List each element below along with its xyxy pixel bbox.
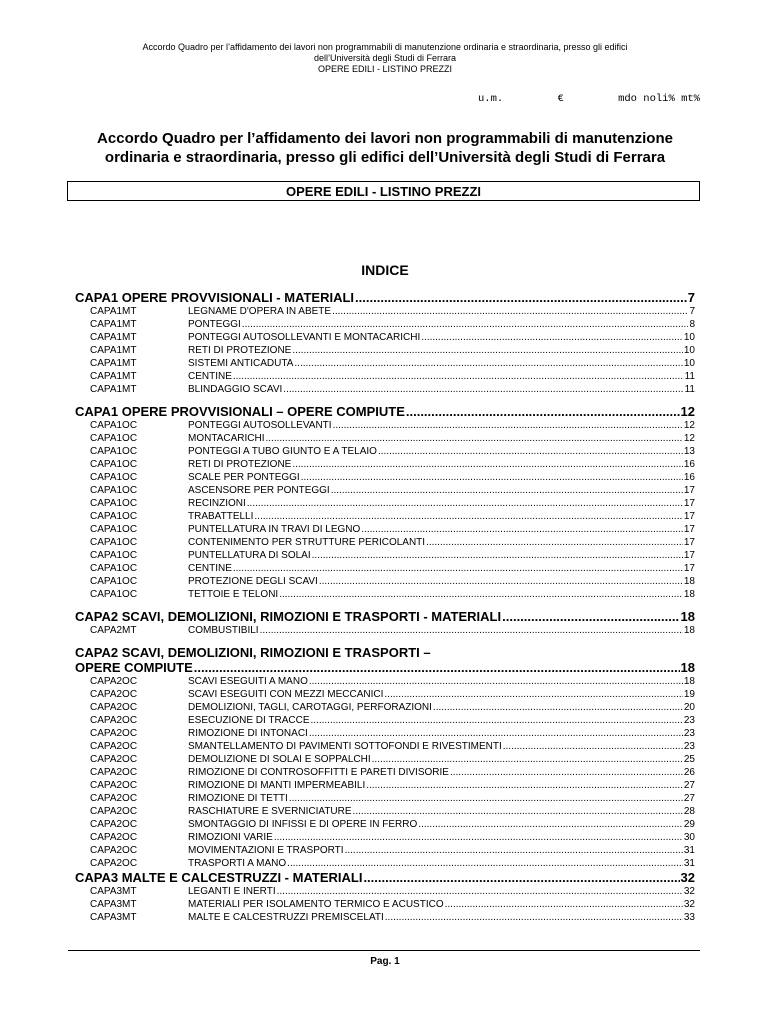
dot-leader bbox=[366, 779, 683, 792]
section-page: 12 bbox=[680, 404, 695, 419]
entry-page: 17 bbox=[683, 537, 695, 548]
running-header-line-1: Accordo Quadro per l’affidamento dei lavori non programmabili di manutenzione ordinaria e straordinaria, presso gli edifici bbox=[142, 42, 628, 52]
toc-entry[interactable] bbox=[75, 779, 695, 792]
running-header-line-2: dell’Università degli Studi di Ferrara bbox=[313, 53, 457, 63]
entry-title: DEMOLIZIONI, TAGLI, CAROTAGGI, PERFORAZIONI bbox=[188, 702, 432, 713]
entry-page: 7 bbox=[689, 306, 695, 317]
entry-page: 18 bbox=[683, 576, 695, 587]
entry-code: CAPA1OC bbox=[90, 576, 138, 587]
dot-leader bbox=[292, 344, 683, 357]
entry-page: 23 bbox=[683, 715, 695, 726]
entry-code: CAPA2OC bbox=[90, 689, 138, 700]
table-of-contents bbox=[75, 290, 695, 924]
section-title: CAPA3 MALTE E CALCESTRUZZI - MATERIALI bbox=[75, 870, 363, 885]
entry-page: 17 bbox=[683, 485, 695, 496]
index-heading: INDICE bbox=[361, 262, 409, 278]
toc-entry[interactable] bbox=[75, 753, 695, 766]
entry-code: CAPA1OC bbox=[90, 472, 138, 483]
entry-title: RIMOZIONE DI CONTROSOFFITTI E PARETI DIVISORIE bbox=[188, 767, 449, 778]
dot-leader bbox=[311, 714, 683, 727]
dot-leader bbox=[233, 562, 683, 575]
entry-code: CAPA2OC bbox=[90, 793, 138, 804]
toc-entry[interactable] bbox=[75, 885, 695, 898]
dot-leader bbox=[274, 831, 683, 844]
entry-code: CAPA1OC bbox=[90, 589, 138, 600]
toc-entry[interactable] bbox=[75, 305, 695, 318]
footer-rule bbox=[68, 950, 700, 951]
section-page: 18 bbox=[680, 660, 695, 675]
dot-leader bbox=[333, 419, 683, 432]
toc-entry[interactable] bbox=[75, 318, 695, 331]
entry-page: 17 bbox=[683, 550, 695, 561]
dot-leader bbox=[289, 792, 683, 805]
dot-leader bbox=[426, 536, 683, 549]
entry-code: CAPA1MT bbox=[90, 319, 137, 330]
toc-entry[interactable] bbox=[75, 766, 695, 779]
entry-code: CAPA2OC bbox=[90, 702, 138, 713]
entry-title: COMBUSTIBILI bbox=[188, 625, 259, 636]
dot-leader bbox=[242, 318, 689, 331]
entry-title: PROTEZIONE DEGLI SCAVI bbox=[188, 576, 318, 587]
toc-entry[interactable] bbox=[75, 844, 695, 857]
entry-page: 16 bbox=[683, 459, 695, 470]
entry-code: CAPA2MT bbox=[90, 625, 137, 636]
dot-leader bbox=[363, 870, 679, 885]
dot-leader bbox=[345, 844, 683, 857]
entry-code: CAPA1OC bbox=[90, 433, 138, 444]
dot-leader bbox=[292, 458, 683, 471]
entry-page: 10 bbox=[683, 358, 695, 369]
entry-code: CAPA1MT bbox=[90, 345, 137, 356]
entry-title: SMANTELLAMENTO DI PAVIMENTI SOTTOFONDI E RIVESTIMENTI bbox=[188, 741, 502, 752]
toc-entry[interactable] bbox=[75, 714, 695, 727]
entry-title: PONTEGGI A TUBO GIUNTO E A TELAIO bbox=[188, 446, 377, 457]
entry-title: RIMOZIONI VARIE bbox=[188, 832, 273, 843]
entry-title: TRABATTELLI bbox=[188, 511, 254, 522]
section-title: CAPA2 SCAVI, DEMOLIZIONI, RIMOZIONI E TRASPORTI - MATERIALI bbox=[75, 609, 502, 624]
entry-code: CAPA2OC bbox=[90, 806, 138, 817]
entry-page: 28 bbox=[683, 806, 695, 817]
units-header bbox=[478, 93, 700, 105]
dot-leader bbox=[294, 357, 682, 370]
entry-page: 17 bbox=[683, 498, 695, 509]
entry-code: CAPA2OC bbox=[90, 858, 138, 869]
entry-code: CAPA1OC bbox=[90, 524, 138, 535]
entry-page: 32 bbox=[683, 899, 695, 910]
entry-title: RECINZIONI bbox=[188, 498, 246, 509]
toc-section-heading[interactable] bbox=[75, 870, 695, 885]
entry-page: 33 bbox=[683, 912, 695, 923]
dot-leader bbox=[277, 885, 683, 898]
dot-leader bbox=[331, 484, 683, 497]
entry-title: CONTENIMENTO PER STRUTTURE PERICOLANTI bbox=[188, 537, 426, 548]
entry-code: CAPA1MT bbox=[90, 332, 137, 343]
entry-page: 17 bbox=[683, 563, 695, 574]
toc-entry[interactable] bbox=[75, 831, 695, 844]
entry-code: CAPA1OC bbox=[90, 498, 138, 509]
toc-entry[interactable] bbox=[75, 857, 695, 870]
dot-leader bbox=[332, 305, 688, 318]
entry-page: 23 bbox=[683, 728, 695, 739]
dot-leader bbox=[385, 911, 683, 924]
entry-code: CAPA2OC bbox=[90, 767, 138, 778]
entry-page: 19 bbox=[683, 689, 695, 700]
toc-entry[interactable] bbox=[75, 523, 695, 536]
dot-leader bbox=[353, 805, 683, 818]
entry-page: 13 bbox=[683, 446, 695, 457]
entry-title: RIMOZIONE DI MANTI IMPERMEABILI bbox=[188, 780, 366, 791]
toc-entry[interactable] bbox=[75, 458, 695, 471]
entry-page: 20 bbox=[683, 702, 695, 713]
toc-entry[interactable] bbox=[75, 344, 695, 357]
entry-code: CAPA1OC bbox=[90, 485, 138, 496]
entry-title: RETI DI PROTEZIONE bbox=[188, 345, 292, 356]
entry-code: CAPA1MT bbox=[90, 358, 137, 369]
dot-leader bbox=[233, 370, 684, 383]
toc-entry[interactable] bbox=[75, 510, 695, 523]
entry-page: 8 bbox=[689, 319, 695, 330]
entry-page: 25 bbox=[683, 754, 695, 765]
dot-leader bbox=[254, 510, 682, 523]
dot-leader bbox=[287, 857, 683, 870]
dot-leader bbox=[312, 549, 683, 562]
entry-code: CAPA2OC bbox=[90, 741, 138, 752]
entry-page: 10 bbox=[683, 332, 695, 343]
entry-page: 23 bbox=[683, 741, 695, 752]
entry-page: 31 bbox=[683, 858, 695, 869]
toc-section-heading[interactable] bbox=[75, 609, 695, 624]
document-subtitle: OPERE EDILI - LISTINO PREZZI bbox=[67, 181, 700, 201]
dot-leader bbox=[355, 290, 687, 305]
dot-leader bbox=[247, 497, 683, 510]
entry-title: DEMOLIZIONE DI SOLAI E SOPPALCHI bbox=[188, 754, 371, 765]
entry-page: 18 bbox=[683, 589, 695, 600]
document-title-line-2: ordinaria e straordinaria, presso gli edifici dell’Università degli Studi di Ferrara bbox=[104, 149, 666, 166]
dot-leader bbox=[503, 740, 683, 753]
entry-title: SISTEMI ANTICADUTA bbox=[188, 358, 294, 369]
entry-code: CAPA2OC bbox=[90, 819, 138, 830]
toc-section-heading[interactable] bbox=[75, 645, 695, 675]
entry-page: 17 bbox=[683, 511, 695, 522]
toc-entries bbox=[75, 419, 695, 601]
entry-title: ESECUZIONE DI TRACCE bbox=[188, 715, 310, 726]
toc-section-heading[interactable] bbox=[75, 290, 695, 305]
entry-code: CAPA1OC bbox=[90, 446, 138, 457]
entry-code: CAPA2OC bbox=[90, 845, 138, 856]
entry-title: TRASPORTI A MANO bbox=[188, 858, 287, 869]
toc-entries bbox=[75, 305, 695, 396]
toc-entry[interactable] bbox=[75, 331, 695, 344]
entry-code: CAPA3MT bbox=[90, 912, 137, 923]
section-title: CAPA1 OPERE PROVVISIONALI – OPERE COMPIUTE bbox=[75, 404, 405, 419]
dot-leader bbox=[265, 432, 682, 445]
entry-title: RETI DI PROTEZIONE bbox=[188, 459, 292, 470]
entry-title: PONTEGGI bbox=[188, 319, 241, 330]
unit-um: u.m. bbox=[478, 93, 504, 105]
section-title-line-2: OPERE COMPIUTE bbox=[75, 660, 193, 675]
toc-entry[interactable] bbox=[75, 911, 695, 924]
toc-entry[interactable] bbox=[75, 818, 695, 831]
toc-entry[interactable] bbox=[75, 471, 695, 484]
entry-code: CAPA3MT bbox=[90, 899, 137, 910]
section-page: 18 bbox=[680, 609, 695, 624]
entry-title: SCAVI ESEGUITI A MANO bbox=[188, 676, 308, 687]
entry-page: 11 bbox=[684, 371, 695, 382]
toc-entry[interactable] bbox=[75, 727, 695, 740]
unit-euro: € bbox=[557, 93, 564, 105]
dot-leader bbox=[421, 331, 683, 344]
entry-title: ASCENSORE PER PONTEGGI bbox=[188, 485, 330, 496]
section-title: CAPA1 OPERE PROVVISIONALI - MATERIALI bbox=[75, 290, 355, 305]
dot-leader bbox=[309, 727, 683, 740]
page-number: Pag. 1 bbox=[370, 956, 400, 967]
entry-title: LEGANTI E INERTI bbox=[188, 886, 276, 897]
toc-entry[interactable] bbox=[75, 898, 695, 911]
entry-code: CAPA2OC bbox=[90, 754, 138, 765]
entry-title: MONTACARICHI bbox=[188, 433, 265, 444]
document-title bbox=[60, 129, 710, 167]
entry-title: RIMOZIONE DI INTONACI bbox=[188, 728, 308, 739]
section-title-line-1: CAPA2 SCAVI, DEMOLIZIONI, RIMOZIONI E TRASPORTI – bbox=[75, 645, 431, 660]
entry-code: CAPA1OC bbox=[90, 537, 138, 548]
entry-title: LEGNAME D'OPERA IN ABETE bbox=[188, 306, 332, 317]
dot-leader bbox=[301, 471, 683, 484]
entry-page: 10 bbox=[683, 345, 695, 356]
dot-leader bbox=[283, 383, 683, 396]
entry-code: CAPA1OC bbox=[90, 420, 138, 431]
dot-leader bbox=[361, 523, 683, 536]
toc-section-heading[interactable] bbox=[75, 404, 695, 419]
toc-entry[interactable] bbox=[75, 575, 695, 588]
toc-entry[interactable] bbox=[75, 675, 695, 688]
toc-entry[interactable] bbox=[75, 497, 695, 510]
toc-entry[interactable] bbox=[75, 383, 695, 396]
toc-entry[interactable] bbox=[75, 357, 695, 370]
entry-page: 32 bbox=[683, 886, 695, 897]
dot-leader bbox=[378, 445, 683, 458]
toc-entry[interactable] bbox=[75, 549, 695, 562]
entry-code: CAPA1OC bbox=[90, 563, 138, 574]
running-header-line-3: OPERE EDILI - LISTINO PREZZI bbox=[317, 64, 453, 74]
toc-entry[interactable] bbox=[75, 484, 695, 497]
entry-page: 16 bbox=[683, 472, 695, 483]
running-header bbox=[60, 42, 710, 75]
entry-page: 12 bbox=[683, 420, 695, 431]
entry-title: BLINDAGGIO SCAVI bbox=[188, 384, 283, 395]
dot-leader bbox=[445, 898, 683, 911]
entry-title: RIMOZIONE DI TETTI bbox=[188, 793, 288, 804]
dot-leader bbox=[260, 624, 683, 637]
entry-code: CAPA1OC bbox=[90, 459, 138, 470]
dot-leader bbox=[372, 753, 683, 766]
entry-title: PONTEGGI AUTOSOLLEVANTI bbox=[188, 420, 332, 431]
entry-title: RASCHIATURE E SVERNICIATURE bbox=[188, 806, 352, 817]
entry-title: PUNTELLATURA IN TRAVI DI LEGNO bbox=[188, 524, 361, 535]
entry-page: 27 bbox=[683, 793, 695, 804]
entry-title: CENTINE bbox=[188, 563, 232, 574]
toc-entry[interactable] bbox=[75, 740, 695, 753]
entry-page: 18 bbox=[683, 676, 695, 687]
entry-title: PONTEGGI AUTOSOLLEVANTI E MONTACARICHI bbox=[188, 332, 421, 343]
entry-code: CAPA2OC bbox=[90, 715, 138, 726]
section-page: 32 bbox=[680, 870, 695, 885]
entry-title: PUNTELLATURA DI SOLAI bbox=[188, 550, 311, 561]
entry-page: 17 bbox=[683, 524, 695, 535]
dot-leader bbox=[406, 404, 680, 419]
entry-code: CAPA3MT bbox=[90, 886, 137, 897]
entry-page: 18 bbox=[683, 625, 695, 636]
entry-title: CENTINE bbox=[188, 371, 232, 382]
entry-code: CAPA1MT bbox=[90, 306, 137, 317]
entry-page: 27 bbox=[683, 780, 695, 791]
toc-entry[interactable] bbox=[75, 445, 695, 458]
entry-code: CAPA2OC bbox=[90, 780, 138, 791]
toc-entry[interactable] bbox=[75, 432, 695, 445]
section-page: 7 bbox=[687, 290, 695, 305]
toc-entry[interactable] bbox=[75, 792, 695, 805]
entry-page: 29 bbox=[683, 819, 695, 830]
entry-title: SCAVI ESEGUITI CON MEZZI MECCANICI bbox=[188, 689, 384, 700]
toc-entry[interactable] bbox=[75, 805, 695, 818]
entry-code: CAPA2OC bbox=[90, 676, 138, 687]
dot-leader bbox=[309, 675, 683, 688]
dot-leader bbox=[433, 701, 683, 714]
entry-code: CAPA1MT bbox=[90, 371, 137, 382]
entry-title: MATERIALI PER ISOLAMENTO TERMICO E ACUSTICO bbox=[188, 899, 444, 910]
toc-entry[interactable] bbox=[75, 419, 695, 432]
unit-percentages: mdo noli% mt% bbox=[618, 93, 700, 105]
dot-leader bbox=[450, 766, 683, 779]
entry-title: TETTOIE E TELONI bbox=[188, 589, 279, 600]
dot-leader bbox=[502, 609, 679, 624]
toc-entry[interactable] bbox=[75, 624, 695, 637]
entry-page: 30 bbox=[683, 832, 695, 843]
document-title-line-1: Accordo Quadro per l’affidamento dei lavori non programmabili di manutenzione bbox=[97, 130, 673, 147]
dot-leader bbox=[384, 688, 682, 701]
entry-code: CAPA1OC bbox=[90, 550, 138, 561]
entry-title: SCALE PER PONTEGGI bbox=[188, 472, 300, 483]
entry-page: 12 bbox=[683, 433, 695, 444]
toc-entries bbox=[75, 885, 695, 924]
toc-entries bbox=[75, 675, 695, 870]
entry-title: MALTE E CALCESTRUZZI PREMISCELATI bbox=[188, 912, 384, 923]
toc-entry[interactable] bbox=[75, 370, 695, 383]
toc-entries bbox=[75, 624, 695, 637]
entry-title: MOVIMENTAZIONI E TRASPORTI bbox=[188, 845, 344, 856]
entry-code: CAPA2OC bbox=[90, 728, 138, 739]
entry-code: CAPA1MT bbox=[90, 384, 137, 395]
entry-title: SMONTAGGIO DI INFISSI E DI OPERE IN FERRO bbox=[188, 819, 418, 830]
entry-code: CAPA1OC bbox=[90, 511, 138, 522]
dot-leader bbox=[279, 588, 683, 601]
dot-leader bbox=[194, 660, 680, 675]
entry-page: 31 bbox=[683, 845, 695, 856]
entry-page: 26 bbox=[683, 767, 695, 778]
entry-page: 11 bbox=[684, 384, 695, 395]
toc-entry[interactable] bbox=[75, 562, 695, 575]
dot-leader bbox=[319, 575, 683, 588]
toc-entry[interactable] bbox=[75, 588, 695, 601]
toc-entry[interactable] bbox=[75, 701, 695, 714]
entry-code: CAPA2OC bbox=[90, 832, 138, 843]
toc-entry[interactable] bbox=[75, 688, 695, 701]
toc-entry[interactable] bbox=[75, 536, 695, 549]
dot-leader bbox=[418, 818, 683, 831]
